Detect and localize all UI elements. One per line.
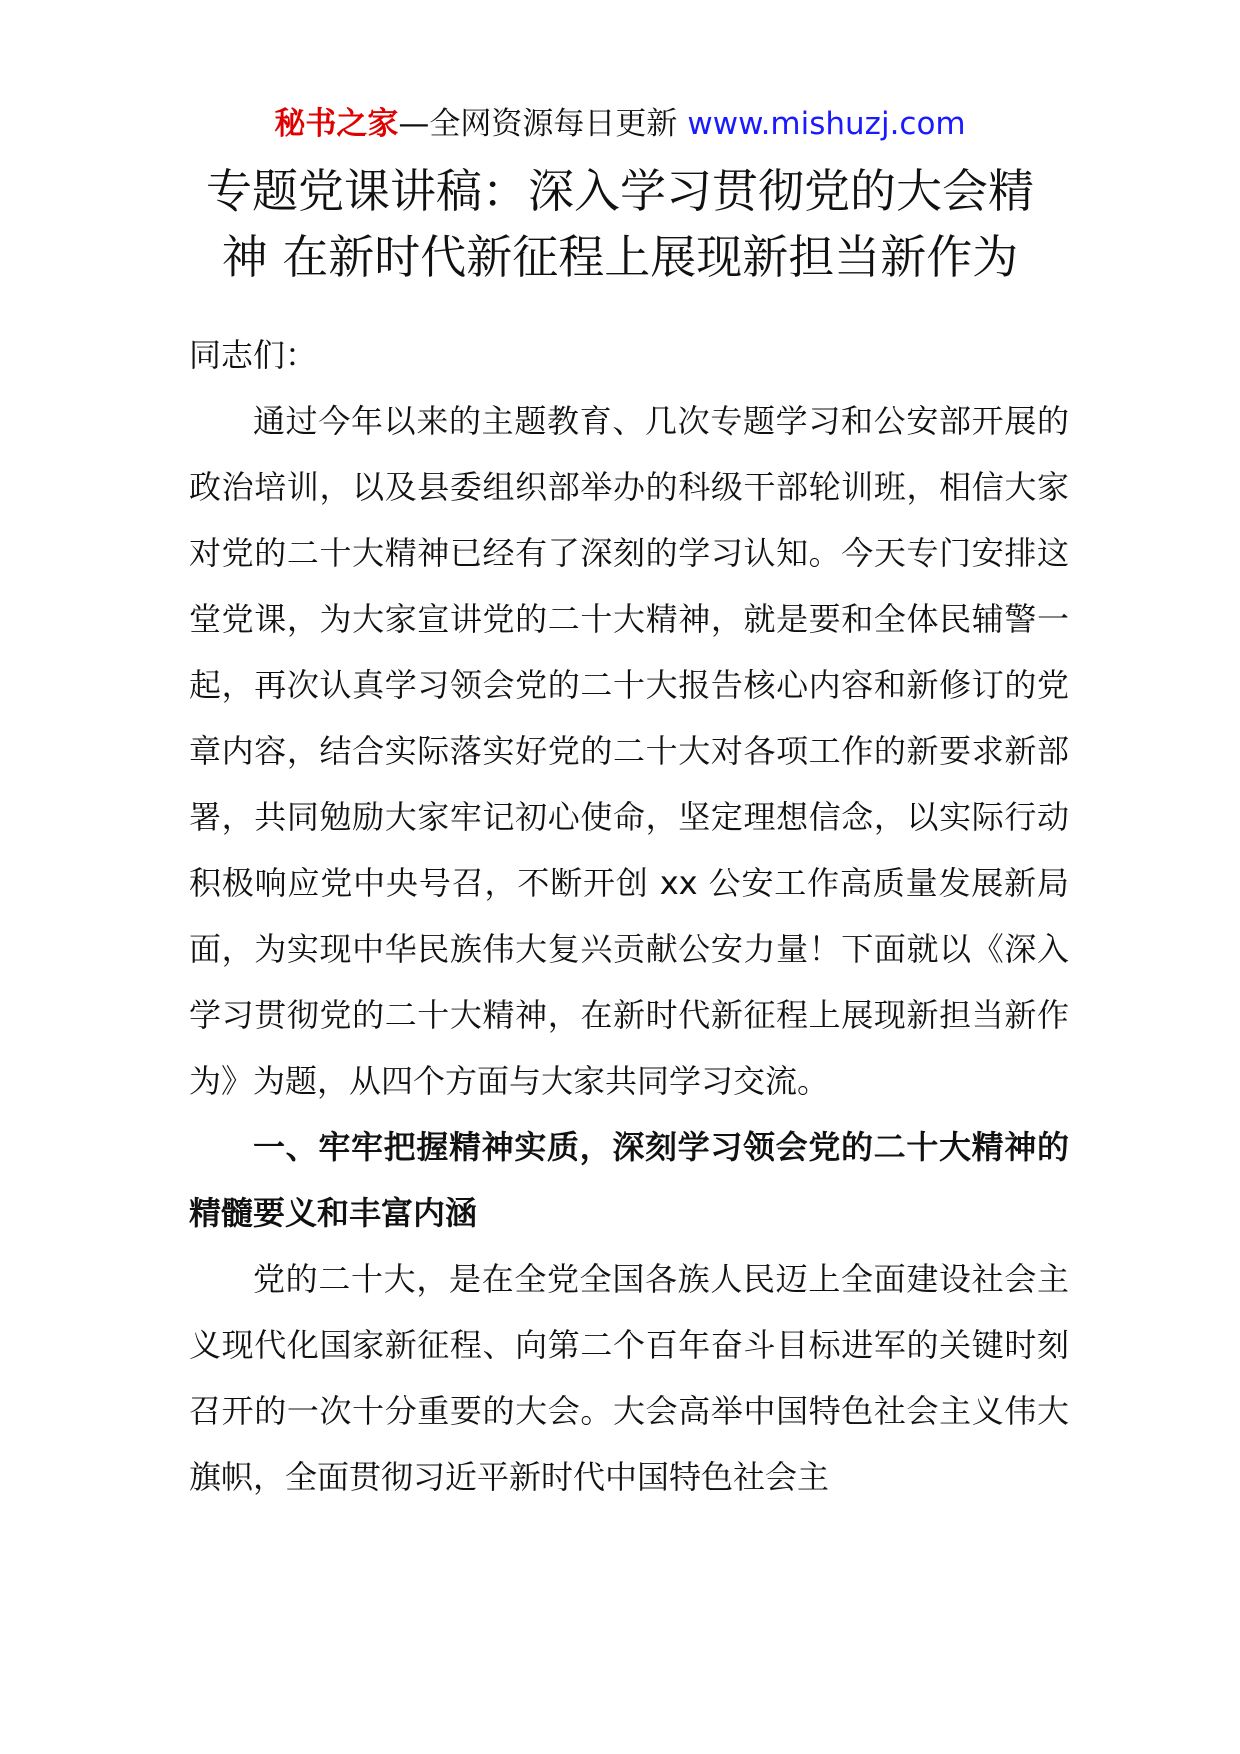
salutation: 同志们： bbox=[189, 336, 318, 374]
title-line-1: 专题党课讲稿：深入学习贯彻党的大会精 bbox=[206, 164, 1034, 218]
site-header bbox=[0, 104, 1240, 144]
title-line-2: 神 在新时代新征程上展现新担当新作为 bbox=[221, 230, 1019, 284]
section-heading-1: 一、牢牢把握精神实质，深刻学习领会党的二十大精神的精髓要义和丰富内涵 bbox=[189, 1128, 1069, 1232]
site-url-link[interactable]: www.mishuzj.com bbox=[687, 106, 966, 142]
document-body bbox=[189, 322, 1069, 1510]
body-paragraph-2: 党的二十大，是在全党全国各族人民迈上全面建设社会主义现代化国家新征程、向第二个百年奋斗目标进军的关键时刻召开的一次十分重要的大会。大会高举中国特色社会主义伟大旗帜，全面贯彻习近平新时代中国特色社会主 bbox=[189, 1260, 1069, 1496]
header-tagline: —全网资源每日更新 bbox=[398, 106, 678, 142]
brand-name: 秘书之家 bbox=[274, 106, 399, 142]
document-title bbox=[150, 158, 1090, 290]
body-paragraph-1: 通过今年以来的主题教育、几次专题学习和公安部开展的政治培训，以及县委组织部举办的科级干部轮训班，相信大家对党的二十大精神已经有了深刻的学习认知。今天专门安排这堂党课，为大家宣讲党的二十大精神，就是要和全体民辅警一起，再次认真学习领会党的二十大报告核心内容和新修订的党章内容，结合实际落实好党的二十大对各项工作的新要求新部署，共同勉励大家牢记初心使命，坚定理想信念，以实际行动积极响应党中央号召，不断开创 xx 公安工作高质量发展新局面，为实现中华民族伟大复兴贡献公安力量！下面就以《深入学习贯彻党的二十大精神，在新时代新征程上展现新担当新作为》为题，从四个方面与大家共同学习交流。 bbox=[189, 402, 1069, 1100]
